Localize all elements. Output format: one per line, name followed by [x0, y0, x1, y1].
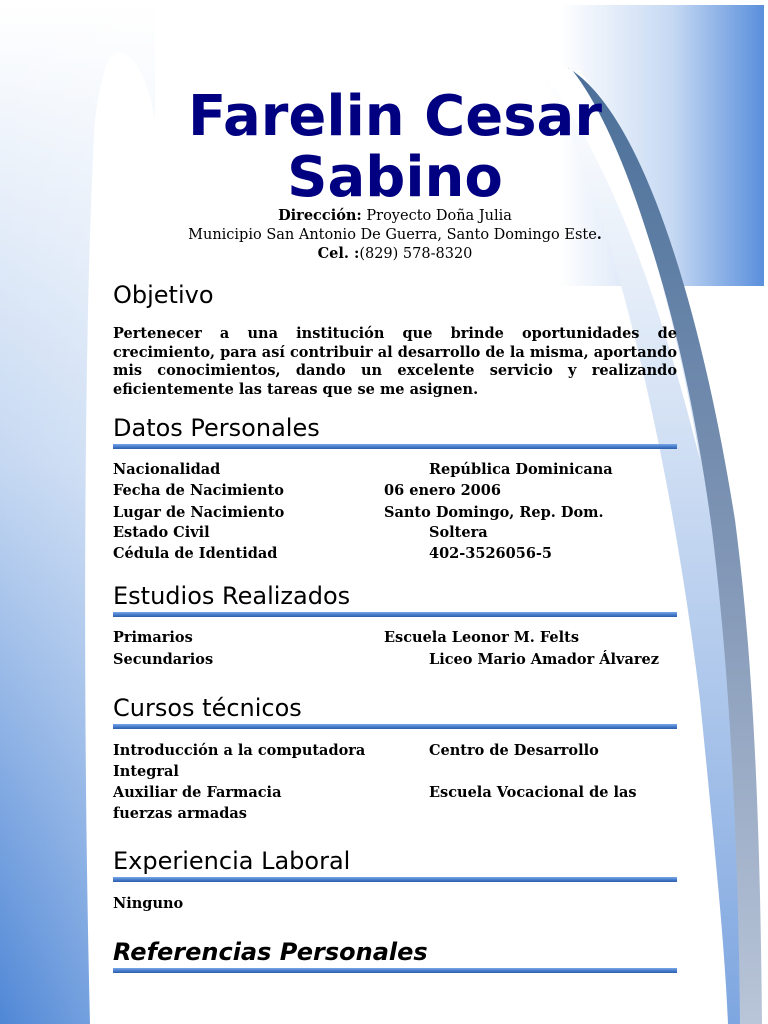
cell-line	[0, 245, 768, 264]
course-row-pharmacy-continuation: fuerzas armadas	[113, 805, 247, 822]
objective-heading: Objetivo	[113, 281, 214, 309]
address-value: Proyecto Doña Julia	[366, 208, 512, 224]
experience-rule	[113, 877, 677, 882]
courses-rule	[113, 724, 677, 729]
personal-row-civil-status: Estado Civil Soltera	[113, 524, 488, 541]
course-row-pharmacy: Auxiliar de Farmacia Escuela Vocacional de las	[113, 784, 637, 801]
personal-data-heading: Datos Personales	[113, 414, 320, 442]
cell-label: Cel. :	[317, 245, 360, 262]
studies-row-primary: Primarios Escuela Leonor M. Felts	[113, 629, 579, 646]
municipality-line: Municipio San Antonio De Guerra, Santo Domingo Este.	[188, 226, 602, 243]
personal-row-birth-date: Fecha de Nacimiento 06 enero 2006	[113, 482, 501, 499]
personal-row-nationality: Nacionalidad República Dominicana	[113, 461, 613, 478]
experience-heading: Experiencia Laboral	[113, 847, 351, 875]
experience-text: Ninguno	[113, 895, 184, 912]
resume-name-second-line: Sabino	[287, 145, 503, 210]
course-row-computing-continuation: Integral	[113, 763, 179, 780]
municipality-value: Municipio San Antonio De Guerra, Santo Domingo Este	[188, 227, 597, 243]
course-row-computing: Introducción a la computadora Centro de Desarrollo	[113, 742, 599, 759]
personal-row-birth-place: Lugar de Nacimiento Santo Domingo, Rep. Dom.	[113, 504, 604, 521]
objective-text: Pertenecer a una institución que brinde oportunidades de crecimiento, para así contribuir al desarrollo de la misma, aportando mis conocimientos, dando un excelente servicio y realizando eficientemente las tareas que se me asignen.	[113, 325, 677, 398]
resume-name-first-line: Farelin Cesar	[188, 84, 602, 149]
cell-value: (829) 578-8320	[359, 246, 473, 262]
courses-heading: Cursos técnicos	[113, 694, 302, 722]
address-label: Dirección	[278, 207, 357, 224]
studies-row-secondary: Secundarios Liceo Mario Amador Álvarez	[113, 651, 659, 668]
address-line: Dirección: Proyecto Doña Julia	[278, 207, 512, 224]
personal-row-id-card: Cédula de Identidad 402-3526056-5	[113, 545, 553, 562]
personal-data-rule	[113, 444, 677, 449]
studies-rule	[113, 612, 677, 617]
references-heading: Referencias Personales	[113, 938, 428, 966]
studies-heading: Estudios Realizados	[113, 582, 351, 610]
references-rule	[113, 968, 677, 973]
